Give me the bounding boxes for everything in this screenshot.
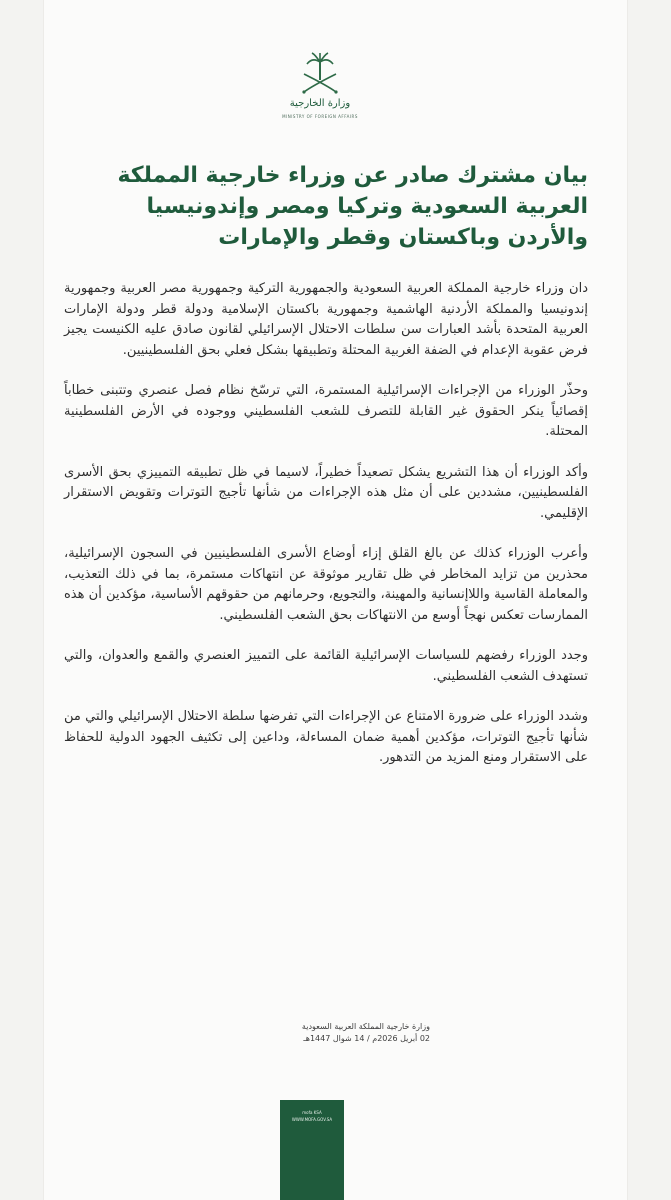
paragraph: دان وزراء خارجية المملكة العربية السعودية والجمهورية التركية وجمهورية مصر العربية وجمهورية إندونيسيا والمملكة الأردنية الهاشمية وجمهورية باكستان الإسلامية ودولة قطر ودولة الإمارات العربية المتحدة بأشد العبارات سن سلطات الاحتلال الإسرائيلي لقانون صادق عليه الكنيست يجيز فرض عقوبة الإعدام في الضفة الغربية المحتلة وتطبيقها بشكل فعلي بحق الفلسطينيين. bbox=[64, 281, 588, 358]
signature-ministry: وزارة خارجية المملكة العربية السعودية bbox=[301, 1022, 430, 1031]
footer-bar bbox=[280, 1100, 344, 1200]
paragraph: وحذّر الوزراء من الإجراءات الإسرائيلية المستمرة، التي ترسّخ نظام فصل عنصري وتتبنى خطاباً إقصائياً ينكر الحقوق غير القابلة للتصرف للشعب الفلسطيني ووجوده في الأرض الفلسطينية المحتلة. bbox=[64, 383, 588, 439]
statement-title: بيان مشترك صادر عن وزراء خارجية المملكة العربية السعودية وتركيا ومصر وإندونيسيا والأردن وباكستان وقطر والإمارات bbox=[117, 163, 588, 250]
footer-social-handle: mofa KSA bbox=[302, 1110, 322, 1115]
ministry-name-en: MINISTRY OF FOREIGN AFFAIRS bbox=[282, 114, 358, 119]
statement-body bbox=[64, 279, 588, 789]
statement-date: 02 أبريل 2026م / 14 شوال 1447هـ bbox=[303, 1034, 430, 1043]
footer-website-link[interactable]: WWW.MOFA.GOV.SA bbox=[291, 1117, 333, 1122]
paragraph: وشدد الوزراء على ضرورة الامتناع عن الإجراءات التي تفرضها سلطة الاحتلال الإسرائيلي والتي من شأنها تأجيج التوترات، مؤكدين أهمية ضمان المساءلة، وداعين إلى تكثيف الجهود الدولية للحفاظ على الاستقرار ومنع المزيد من التدهور. bbox=[64, 709, 588, 765]
paragraph: وجدد الوزراء رفضهم للسياسات الإسرائيلية القائمة على التمييز العنصري والقمع والعدوان، والتي تستهدف الشعب الفلسطيني. bbox=[64, 648, 588, 684]
signature-block bbox=[190, 1021, 430, 1045]
saudi-emblem-logo bbox=[292, 50, 348, 100]
ministry-name-ar: وزارة الخارجية bbox=[289, 98, 351, 109]
paragraph: وأعرب الوزراء كذلك عن بالغ القلق إزاء أوضاع الأسرى الفلسطينيين في السجون الإسرائيلية، محذرين من تزايد المخاطر في ظل تقارير موثوقة عن انتهاكات مستمرة، بما في ذلك التعذيب، والمعاملة القاسية واللاإنسانية والمهينة، والتجويع، وحرمانهم من حقوقهم الأساسية، مؤكدين أن هذه الممارسات تعكس نهجاً أوسع من الانتهاكات بحق الشعب الفلسطيني. bbox=[64, 546, 588, 623]
paragraph: وأكد الوزراء أن هذا التشريع يشكل تصعيداً خطيراً، لاسيما في ظل تطبيقه التمييزي بحق الأسرى الفلسطينيين، مشددين على أن مثل هذه الإجراءات من شأنها تأجيج التوترات وتقويض الاستقرار الإقليمي. bbox=[64, 464, 588, 521]
